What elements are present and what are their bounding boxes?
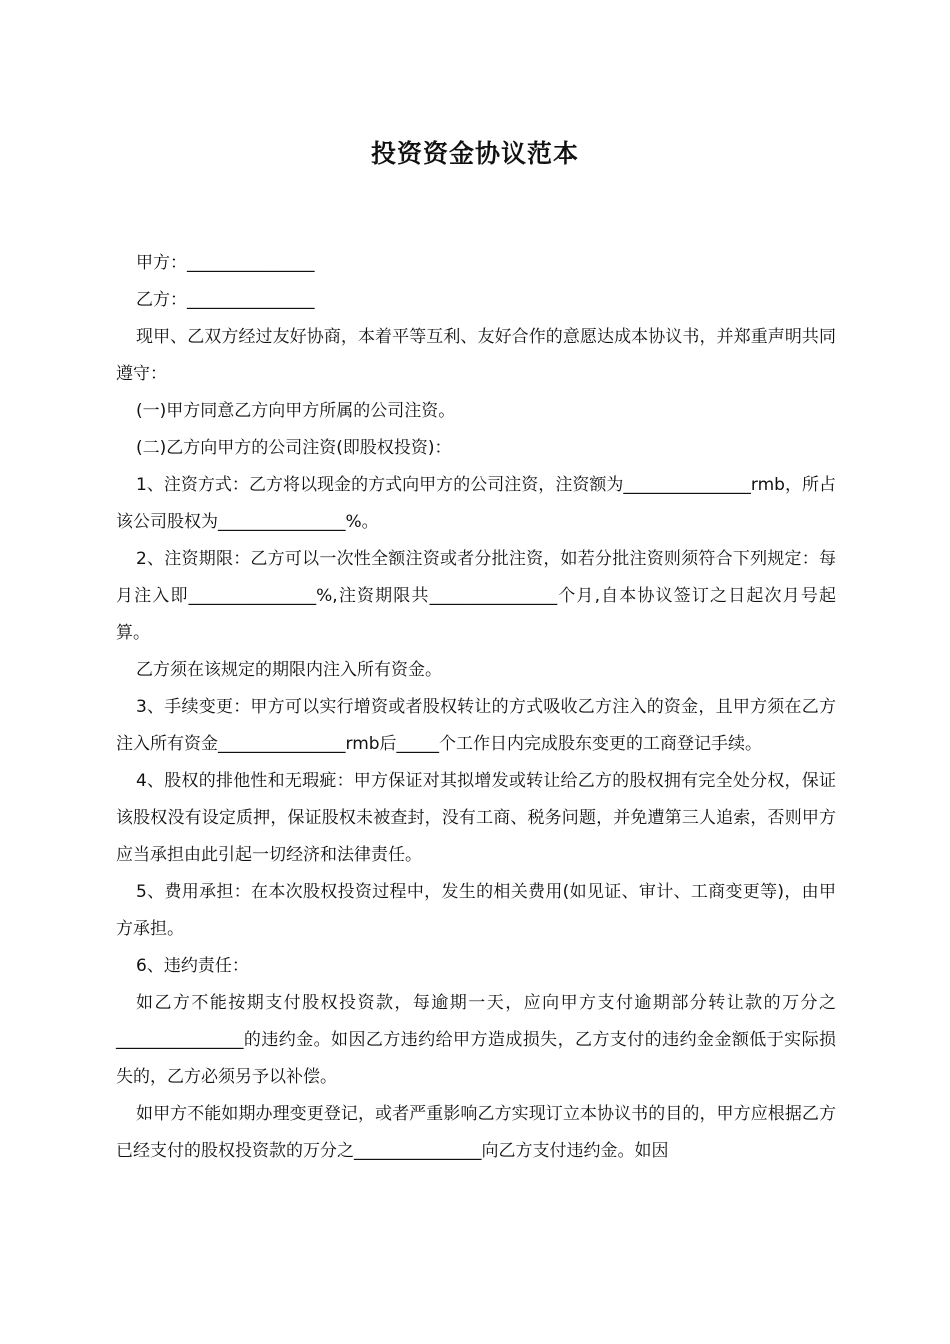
clause-1: (一)甲方同意乙方向甲方所属的公司注资。: [136, 401, 456, 421]
party-a-line: 甲方：_______________: [136, 253, 315, 273]
item-5-expenses: 5、费用承担：在本次股权投资过程中，发生的相关费用(如见证、审计、工商变更等)，由甲方承担。: [116, 882, 836, 939]
clause-2: (二)乙方向甲方的公司注资(即股权投资)：: [136, 438, 452, 458]
liability-party-a: 如甲方不能如期办理变更登记，或者严重影响乙方实现订立本协议书的目的，甲方应根据乙方已经支付的股权投资款的万分之_______________向乙方支付违约金。如因: [116, 1104, 836, 1161]
item-2-investment-period: 2、注资期限：乙方可以一次性全额注资或者分批注资，如若分批注资则须符合下列规定：每月注入即_______________%,注资期限共_______________个月,自本协议签订之日起次月号起算。: [116, 549, 836, 643]
item-1-investment-method: 1、注资方式：乙方将以现金的方式向甲方的公司注资，注资额为_______________rmb，所占该公司股权为_______________%。: [116, 475, 836, 532]
item-4-equity-exclusivity: 4、股权的排他性和无瑕疵：甲方保证对其拟增发或转让给乙方的股权拥有完全处分权，保证该股权没有设定质押，保证股权未被查封，没有工商、税务问题，并免遭第三人追索，否则甲方应当承担由此引起一切经济和法律责任。: [116, 771, 836, 865]
preamble-paragraph: 现甲、乙双方经过友好协商，本着平等互利、友好合作的意愿达成本协议书，并郑重声明共同遵守：: [116, 327, 836, 384]
item-3-procedure-change: 3、手续变更：甲方可以实行增资或者股权转让的方式吸收乙方注入的资金，且甲方须在乙方注入所有资金_______________rmb后_____个工作日内完成股东变更的工商登记手续。: [116, 697, 836, 754]
document-body: [116, 245, 836, 1170]
document-title: 投资资金协议范本: [370, 139, 579, 168]
party-b-line: 乙方：_______________: [136, 290, 315, 310]
item-2-note: 乙方须在该规定的期限内注入所有资金。: [136, 660, 442, 680]
liability-party-b: 如乙方不能按期支付股权投资款，每逾期一天，应向甲方支付逾期部分转让款的万分之_______________的违约金。如因乙方违约给甲方造成损失，乙方支付的违约金金额低于实际损失的，乙方必须另予以补偿。: [116, 993, 836, 1087]
item-6-liability-heading: 6、违约责任：: [136, 956, 249, 976]
